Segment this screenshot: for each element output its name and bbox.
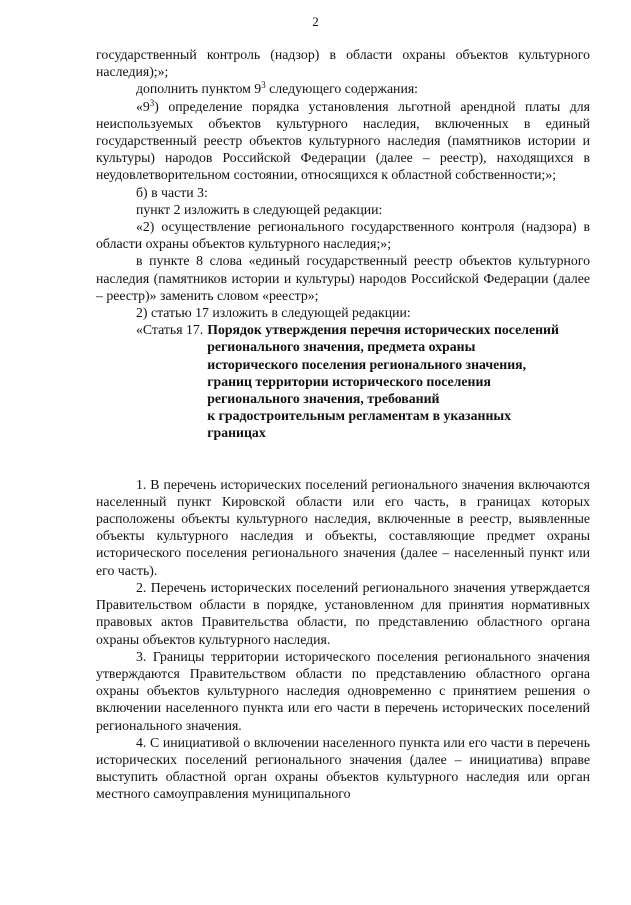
section-paragraph: 3. Границы территории исторического поселения регионального значения утверждаются Правительством области по представлению областного органа охраны объектов культурного наследия одновременно с принятием решения о включении населенного пункта или его части в перечень исторических поселений регионального значения. (96, 648, 590, 733)
paragraph: «2) осуществление регионального государственного контроля (надзора) в области охраны объектов культурного наследия;»; (96, 219, 590, 252)
paragraph: в пункте 8 слова «единый государственный реестр объектов культурного наследия (памятников истории и культуры) народов Российской Федерации (далее – реестр)» заменить словом «реестр»; (96, 253, 590, 303)
article-title-line: регионального значения, предмета охраны (207, 339, 476, 355)
paragraph: б) в части 3: (136, 184, 208, 200)
paragraph-text: «9 (136, 98, 150, 114)
paragraph-text: следующего содержания: (265, 81, 419, 97)
paragraph-text: дополнить пунктом 9 (136, 81, 262, 97)
paragraph (96, 98, 590, 184)
superscript: 3 (149, 97, 155, 108)
paragraph-text: ) определение порядка установления льготной арендной платы для неиспользуемых объектов культурного наследия, включенных в единый государственный реестр объектов культурного наследия (памятников истории и культуры) народов Российской Федерации (далее – реестр), находящихся в неудовлетворительном состоянии, относящихся к областной собственности;»; (96, 98, 590, 183)
article-title-line: к градостроительным регламентам в указанных (207, 408, 512, 424)
article-title-line: границах (207, 425, 266, 441)
superscript: 3 (261, 80, 266, 91)
paragraph: 2) статью 17 изложить в следующей редакции: (136, 305, 411, 321)
document-body (96, 46, 590, 803)
article-title-line: Порядок утверждения перечня исторических поселений (207, 322, 559, 338)
article-title (203, 321, 559, 441)
article-heading (96, 321, 590, 441)
section-paragraph: 1. В перечень исторических поселений регионального значения включаются населенный пункт Кировской области или его часть, в границах которых расположены объекты культурного наследия, включенные в реестр, выявленные объекты культурного наследия и объекты, составляющие предмет охраны исторического поселения регионального значения (далее – населенный пункт или его часть). (96, 476, 590, 578)
article-title-line: исторического поселения регионального значения, (207, 356, 527, 372)
section-paragraph: 4. С инициативой о включении населенного пункта или его части в перечень исторических поселений регионального значения (далее – инициатива) вправе выступить областной орган охраны объектов культурного наследия или орган местного самоуправления муниципального (96, 734, 590, 802)
section-paragraph: 2. Перечень исторических поселений регионального значения утверждается Правительством области в порядке, установленном для принятия нормативных правовых актов Правительства области, по представлению областного органа охраны объектов культурного наследия. (96, 579, 590, 647)
paragraph: государственный контроль (надзор) в области охраны объектов культурного наследия);»; (96, 47, 590, 80)
article-title-line: границ территории исторического поселения (207, 373, 491, 389)
paragraph (96, 80, 590, 97)
article-label: «Статья 17. (136, 322, 204, 338)
page-number: 2 (312, 14, 319, 29)
spacer (96, 442, 590, 476)
article-title-line: регионального значения, требований (207, 391, 440, 407)
paragraph: пункт 2 изложить в следующей редакции: (136, 201, 383, 217)
